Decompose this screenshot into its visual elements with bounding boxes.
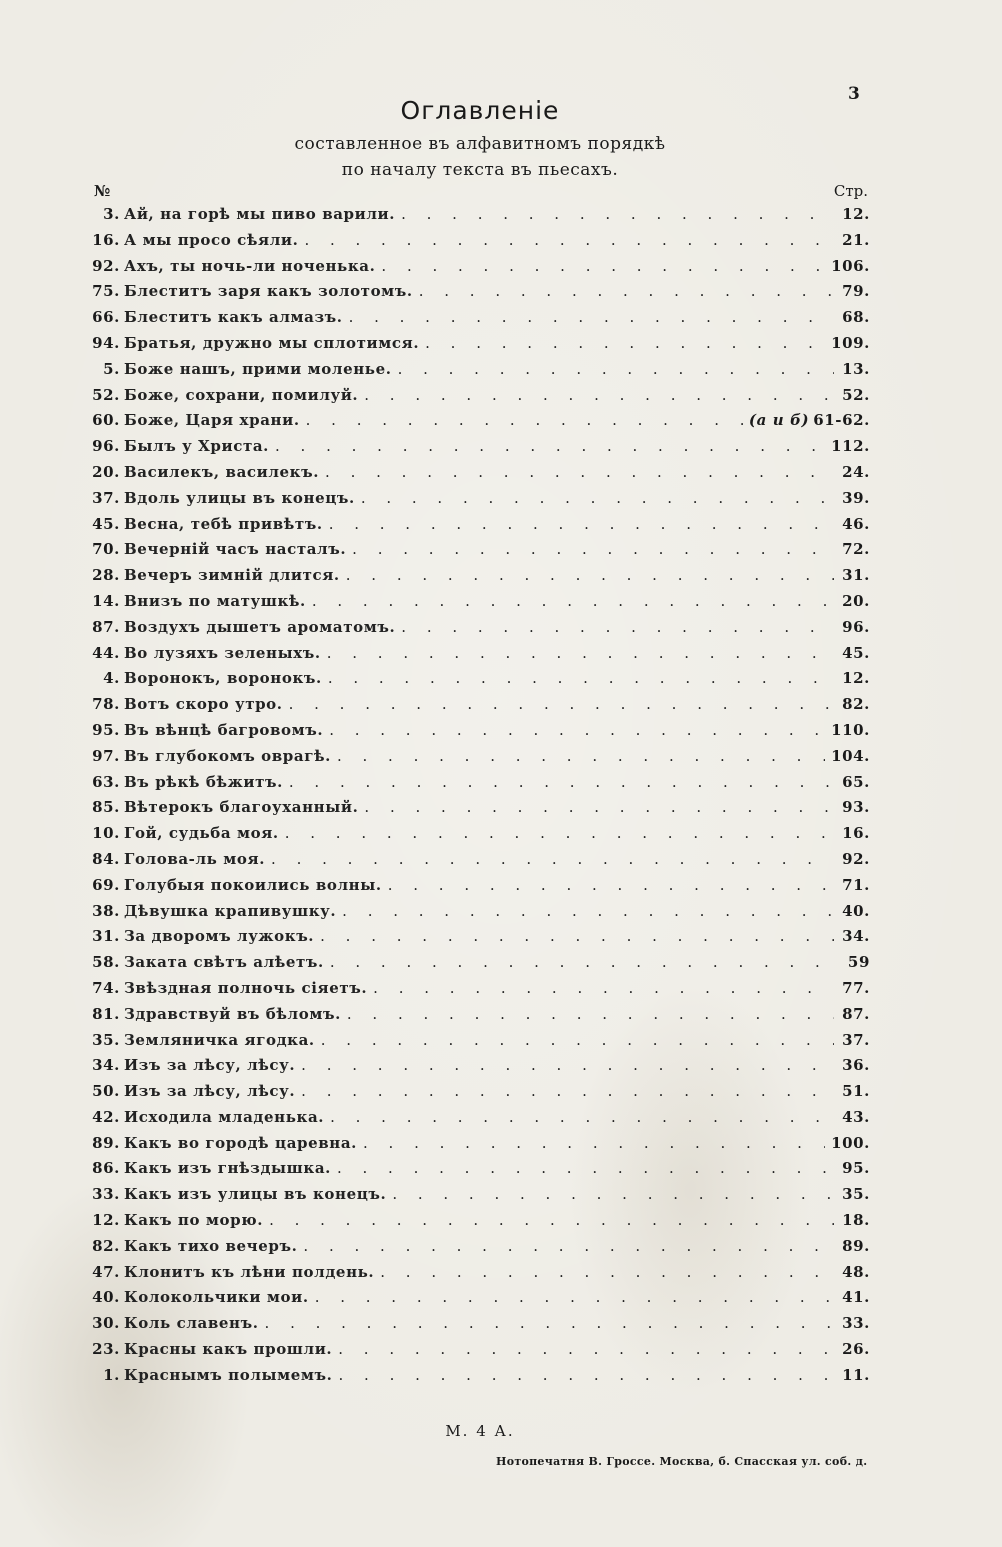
entry-page: 40. xyxy=(842,901,870,920)
dot-leader xyxy=(337,1159,834,1177)
table-of-contents xyxy=(80,205,870,1392)
dot-leader xyxy=(364,798,834,816)
entry-page: 82. xyxy=(842,695,870,714)
entry-number: 87. xyxy=(92,617,120,636)
toc-entry xyxy=(80,824,870,850)
toc-entry xyxy=(80,1185,870,1211)
entry-number: 14. xyxy=(92,591,120,610)
entry-page: 16. xyxy=(842,824,870,843)
entry-number: 60. xyxy=(92,411,120,430)
entry-title: Въ вѣнцѣ багровомъ. xyxy=(124,720,324,739)
entry-page: 109. xyxy=(831,333,870,352)
entry-number: 33. xyxy=(92,1185,120,1204)
dot-leader xyxy=(289,695,834,713)
dot-leader xyxy=(419,282,834,300)
entry-page: 31. xyxy=(842,566,870,585)
toc-entry xyxy=(80,282,870,308)
entry-title: Весна, тебѣ привѣтъ. xyxy=(124,514,323,533)
entry-title: Заката свѣтъ алѣетъ. xyxy=(124,953,324,972)
toc-entry xyxy=(80,876,870,902)
entry-title: Вотъ скоро утро. xyxy=(124,695,283,714)
entry-title: А мы просо сѣяли. xyxy=(124,230,299,249)
dot-leader xyxy=(401,618,834,636)
dot-leader xyxy=(330,1108,834,1126)
toc-entry xyxy=(80,979,870,1005)
entry-number: 92. xyxy=(92,256,120,275)
entry-title: Братья, дружно мы сплотимся. xyxy=(124,333,420,352)
toc-entry xyxy=(80,205,870,231)
entry-number: 74. xyxy=(92,978,120,997)
entry-page: 46. xyxy=(842,514,870,533)
dot-leader xyxy=(339,1366,835,1384)
entry-number: 82. xyxy=(92,1236,120,1255)
entry-title: Дѣвушка крапивушку. xyxy=(124,901,337,920)
entry-number: 23. xyxy=(92,1340,120,1359)
subtitle-line-2: по началу текста въ пьесахъ. xyxy=(341,160,619,180)
entry-page: 59 xyxy=(847,953,870,972)
entry-page: 37. xyxy=(842,1030,870,1049)
page-column-head: Стр. xyxy=(833,182,868,200)
number-column-head: № xyxy=(94,182,111,200)
dot-leader xyxy=(269,1211,834,1229)
entry-page: 51. xyxy=(842,1082,870,1101)
entry-number: 66. xyxy=(92,308,120,327)
entry-title: Ай, на горѣ мы пиво варили. xyxy=(124,205,396,223)
entry-title: Боже, сохрани, помилуй. xyxy=(124,385,359,404)
entry-page: 33. xyxy=(842,1314,870,1333)
entry-number: 10. xyxy=(92,824,120,843)
entry-page: 43. xyxy=(842,1107,870,1126)
entry-title: Василекъ, василекъ. xyxy=(124,462,320,481)
dot-leader xyxy=(329,721,825,739)
toc-entry xyxy=(80,308,870,334)
entry-number: 45. xyxy=(92,514,120,533)
entry-title: Исходила младенька. xyxy=(124,1107,325,1126)
toc-entry xyxy=(80,592,870,618)
dot-leader xyxy=(285,824,834,842)
toc-entry xyxy=(80,1237,870,1263)
entry-number: 86. xyxy=(92,1159,120,1178)
dot-leader xyxy=(373,979,834,997)
toc-entry xyxy=(80,540,870,566)
dot-leader xyxy=(364,386,834,404)
toc-entry xyxy=(80,618,870,644)
dot-leader xyxy=(329,515,834,533)
entry-note: (а и б) xyxy=(748,411,810,430)
toc-entry xyxy=(80,902,870,928)
entry-number: 37. xyxy=(92,488,120,507)
entry-page: 52. xyxy=(842,385,870,404)
toc-entry xyxy=(80,1340,870,1366)
entry-page: 45. xyxy=(842,643,870,662)
column-headers xyxy=(94,182,868,204)
entry-page: 72. xyxy=(842,540,870,559)
entry-title: Какъ тихо вечеръ. xyxy=(124,1236,298,1255)
entry-title: Коль славенъ. xyxy=(124,1314,259,1333)
entry-page: 92. xyxy=(842,849,870,868)
toc-entry xyxy=(80,1031,870,1057)
entry-page: 36. xyxy=(842,1056,870,1075)
entry-title: Боже, Царя храни. xyxy=(124,411,300,430)
entry-page: 48. xyxy=(842,1262,870,1281)
entry-title: Боже нашъ, прими моленье. xyxy=(124,359,392,378)
entry-title: Здравствуй въ бѣломъ. xyxy=(124,1004,341,1023)
entry-title: Въ рѣкѣ бѣжитъ. xyxy=(124,772,283,791)
entry-title: Какъ по морю. xyxy=(124,1211,264,1230)
entry-page: 39. xyxy=(842,488,870,507)
entry-number: 5. xyxy=(103,359,120,378)
toc-entry xyxy=(80,773,870,799)
entry-number: 50. xyxy=(92,1082,120,1101)
dot-leader xyxy=(381,257,825,275)
dot-leader xyxy=(312,592,834,610)
entry-number: 78. xyxy=(92,695,120,714)
entry-page: 87. xyxy=(842,1004,870,1023)
entry-page: 24. xyxy=(842,462,870,481)
toc-entry xyxy=(80,1108,870,1134)
entry-number: 63. xyxy=(92,772,120,791)
toc-entry xyxy=(80,1005,870,1031)
dot-leader xyxy=(363,1134,825,1152)
entry-number: 1. xyxy=(103,1365,120,1384)
dot-leader xyxy=(401,205,834,223)
dot-leader xyxy=(347,1005,834,1023)
entry-number: 95. xyxy=(92,720,120,739)
entry-number: 38. xyxy=(92,901,120,920)
entry-title: Вечеръ зимній длится. xyxy=(124,566,340,585)
dot-leader xyxy=(325,463,834,481)
entry-page: 106. xyxy=(831,256,870,275)
toc-entry xyxy=(80,437,870,463)
entry-number: 3. xyxy=(103,205,120,223)
dot-leader xyxy=(328,669,834,687)
entry-number: 16. xyxy=(92,230,120,249)
toc-entry xyxy=(80,1211,870,1237)
entry-title: Какъ изъ гнѣздышка. xyxy=(124,1159,331,1178)
subtitle-line-1: составленное въ алфавитномъ порядкѣ xyxy=(294,134,666,154)
toc-entry xyxy=(80,1314,870,1340)
dot-leader xyxy=(342,902,834,920)
entry-title: Вдоль улицы въ конецъ. xyxy=(124,488,355,507)
entry-page: 89. xyxy=(842,1236,870,1255)
dot-leader xyxy=(346,566,834,584)
entry-title: Какъ во городѣ царевна. xyxy=(124,1133,358,1152)
toc-entry xyxy=(80,669,870,695)
entry-page: 68. xyxy=(842,308,870,327)
entry-page: 71. xyxy=(842,875,870,894)
entry-title: Клонитъ къ лѣни полдень. xyxy=(124,1262,375,1281)
entry-number: 89. xyxy=(92,1133,120,1152)
entry-number: 12. xyxy=(92,1211,120,1230)
entry-title: Краснымъ полымемъ. xyxy=(124,1365,333,1384)
entry-title: Въ глубокомъ оврагѣ. xyxy=(124,746,331,765)
entry-number: 4. xyxy=(103,669,120,688)
entry-page: 95. xyxy=(842,1159,870,1178)
entry-page: 104. xyxy=(831,746,870,765)
entry-title: Колокольчики мои. xyxy=(124,1288,309,1307)
printer-imprint: Нотопечатня В. Гроссе. Москва, б. Спасская ул. соб. д. xyxy=(496,1455,868,1468)
dot-leader xyxy=(289,773,834,791)
toc-entry xyxy=(80,489,870,515)
toc-entry xyxy=(80,927,870,953)
toc-entry xyxy=(80,1263,870,1289)
entry-number: 20. xyxy=(92,462,120,481)
entry-title: Красны какъ прошли. xyxy=(124,1340,333,1359)
toc-entry xyxy=(80,1288,870,1314)
toc-entry xyxy=(80,231,870,257)
toc-entry xyxy=(80,1366,870,1392)
entry-page: 12. xyxy=(842,669,870,688)
entry-number: 81. xyxy=(92,1004,120,1023)
entry-number: 85. xyxy=(92,798,120,817)
entry-number: 40. xyxy=(92,1288,120,1307)
toc-entry xyxy=(80,566,870,592)
dot-leader xyxy=(392,1185,834,1203)
dot-leader xyxy=(301,1082,834,1100)
entry-number: 97. xyxy=(92,746,120,765)
dot-leader xyxy=(306,411,743,429)
page-title: Оглавленіе xyxy=(400,96,560,125)
entry-page: 20. xyxy=(842,591,870,610)
entry-page: 35. xyxy=(842,1185,870,1204)
toc-entry xyxy=(80,747,870,773)
toc-entry xyxy=(80,1134,870,1160)
entry-title: Воздухъ дышетъ ароматомъ. xyxy=(124,617,396,636)
entry-title: Вечерній часъ насталъ. xyxy=(124,540,347,559)
toc-entry xyxy=(80,515,870,541)
toc-entry xyxy=(80,1082,870,1108)
entry-page: 12. xyxy=(842,205,870,223)
entry-title: Внизъ по матушкѣ. xyxy=(124,591,306,610)
entry-title: Блеститъ заря какъ золотомъ. xyxy=(124,282,413,301)
entry-number: 84. xyxy=(92,849,120,868)
entry-number: 69. xyxy=(92,875,120,894)
dot-leader xyxy=(304,231,834,249)
entry-page: 100. xyxy=(831,1133,870,1152)
entry-page: 110. xyxy=(831,720,870,739)
entry-number: 42. xyxy=(92,1107,120,1126)
toc-entry xyxy=(80,695,870,721)
entry-page: 11. xyxy=(842,1365,870,1384)
dot-leader xyxy=(425,334,825,352)
entry-page: 34. xyxy=(842,927,870,946)
toc-entry xyxy=(80,360,870,386)
entry-number: 47. xyxy=(92,1262,120,1281)
entry-number: 35. xyxy=(92,1030,120,1049)
dot-leader xyxy=(352,540,834,558)
dot-leader xyxy=(349,308,834,326)
entry-title: Во лузяхъ зеленыхъ. xyxy=(124,643,321,662)
dot-leader xyxy=(320,927,834,945)
entry-page: 112. xyxy=(831,437,870,456)
entry-number: 52. xyxy=(92,385,120,404)
entry-title: Изъ за лѣсу, лѣсу. xyxy=(124,1056,296,1075)
dot-leader xyxy=(330,953,834,971)
toc-entry xyxy=(80,1159,870,1185)
entry-title: Изъ за лѣсу, лѣсу. xyxy=(124,1082,296,1101)
entry-page: 96. xyxy=(842,617,870,636)
entry-title: Блеститъ какъ алмазъ. xyxy=(124,308,343,327)
entry-page: 93. xyxy=(842,798,870,817)
dot-leader xyxy=(275,437,825,455)
toc-entry xyxy=(80,411,870,437)
dot-leader xyxy=(265,1314,834,1332)
footer-code: М. 4 А. xyxy=(445,1422,515,1440)
dot-leader xyxy=(327,644,834,662)
dot-leader xyxy=(303,1237,834,1255)
entry-title: За дворомъ лужокъ. xyxy=(124,927,315,946)
toc-entry xyxy=(80,334,870,360)
entry-number: 31. xyxy=(92,927,120,946)
entry-number: 28. xyxy=(92,566,120,585)
entry-title: Земляничка ягодка. xyxy=(124,1030,315,1049)
entry-number: 96. xyxy=(92,437,120,456)
entry-page: 61-62. xyxy=(813,411,870,430)
entry-number: 30. xyxy=(92,1314,120,1333)
toc-entry xyxy=(80,953,870,979)
toc-entry xyxy=(80,386,870,412)
entry-title: Воронокъ, воронокъ. xyxy=(124,669,322,688)
entry-page: 65. xyxy=(842,772,870,791)
entry-title: Голубыя покоились волны. xyxy=(124,875,382,894)
dot-leader xyxy=(338,1340,834,1358)
dot-leader xyxy=(398,360,834,378)
entry-number: 58. xyxy=(92,953,120,972)
entry-title: Ахъ, ты ночь-ли ноченька. xyxy=(124,256,376,275)
toc-entry xyxy=(80,257,870,283)
toc-entry xyxy=(80,463,870,489)
dot-leader xyxy=(337,747,825,765)
entry-number: 70. xyxy=(92,540,120,559)
entry-page: 41. xyxy=(842,1288,870,1307)
entry-number: 34. xyxy=(92,1056,120,1075)
dot-leader xyxy=(321,1031,834,1049)
dot-leader xyxy=(388,876,834,894)
toc-entry xyxy=(80,721,870,747)
entry-page: 77. xyxy=(842,978,870,997)
entry-title: Какъ изъ улицы въ конецъ. xyxy=(124,1185,387,1204)
toc-entry xyxy=(80,644,870,670)
entry-number: 75. xyxy=(92,282,120,301)
dot-leader xyxy=(380,1263,834,1281)
toc-entry xyxy=(80,850,870,876)
toc-entry xyxy=(80,798,870,824)
entry-page: 18. xyxy=(842,1211,870,1230)
entry-title: Гой, судьба моя. xyxy=(124,824,279,843)
dot-leader xyxy=(315,1288,834,1306)
toc-entry xyxy=(80,1056,870,1082)
entry-title: Вѣтерокъ благоуханный. xyxy=(124,798,359,817)
entry-number: 44. xyxy=(92,643,120,662)
entry-page: 79. xyxy=(842,282,870,301)
dot-leader xyxy=(271,850,834,868)
entry-number: 94. xyxy=(92,333,120,352)
entry-page: 26. xyxy=(842,1340,870,1359)
entry-title: Былъ у Христа. xyxy=(124,437,270,456)
entry-page: 13. xyxy=(842,359,870,378)
dot-leader xyxy=(301,1056,834,1074)
entry-page: 21. xyxy=(842,230,870,249)
page-number: 3 xyxy=(848,84,860,104)
entry-title: Звѣздная полночь сіяетъ. xyxy=(124,978,368,997)
dot-leader xyxy=(361,489,834,507)
entry-title: Голова-ль моя. xyxy=(124,849,266,868)
